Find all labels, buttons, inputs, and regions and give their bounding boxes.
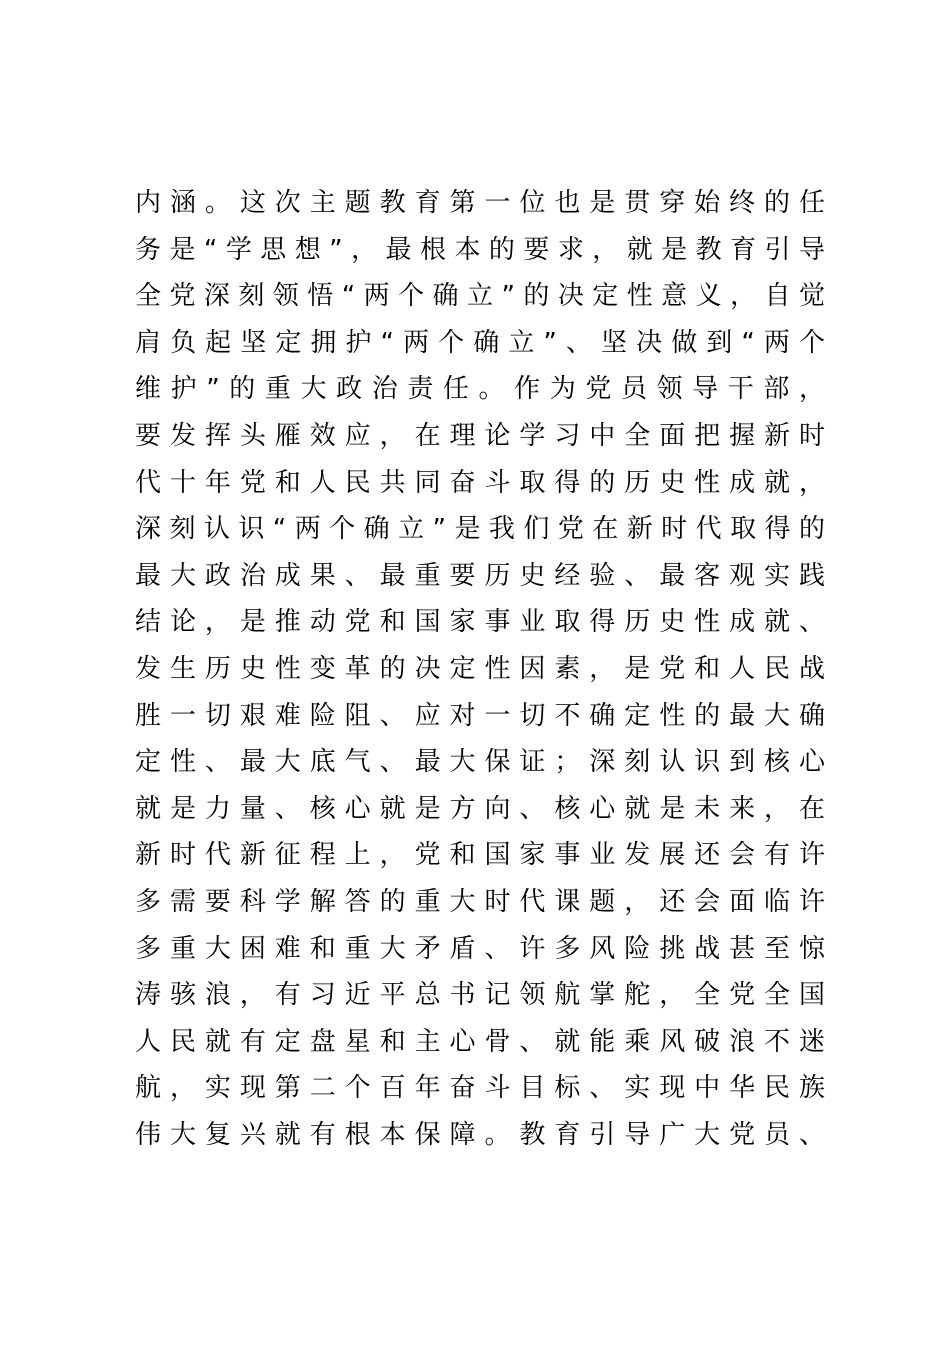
text-line: 航，实现第二个百年奋斗目标、实现中华民族 (135, 1073, 825, 1104)
text-line: 新时代新征程上，党和国家事业发展还会有许 (135, 840, 825, 871)
text-line: 内涵。这次主题教育第一位也是贯穿始终的任 (135, 188, 825, 218)
text-line: 最大政治成果、最重要历史经验、最客观实践 (135, 560, 825, 591)
text-line: 涛骇浪，有习近平总书记领航掌舵，全党全国 (135, 980, 825, 1011)
text-line: 务是“学思想”，最根本的要求，就是教育引导 (135, 234, 825, 265)
text-line: 就是力量、核心就是方向、核心就是未来，在 (135, 793, 825, 824)
text-line: 要发挥头雁效应，在理论学习中全面把握新时 (135, 420, 825, 451)
text-line: 代十年党和人民共同奋斗取得的历史性成就， (135, 467, 825, 498)
text-line: 结论，是推动党和国家事业取得历史性成就、 (135, 607, 825, 638)
text-line: 伟大复兴就有根本保障。教育引导广大党员、 (135, 1119, 825, 1150)
text-line: 胜一切艰难险阻、应对一切不确定性的最大确 (135, 700, 825, 731)
body-paragraph (135, 180, 825, 1158)
text-line: 多需要科学解答的重大时代课题，还会面临许 (135, 886, 825, 917)
text-line: 定性、最大底气、最大保证；深刻认识到核心 (135, 747, 825, 778)
text-line: 发生历史性变革的决定性因素，是党和人民战 (135, 653, 825, 684)
text-line: 深刻认识“两个确立”是我们党在新时代取得的 (135, 514, 825, 545)
text-line: 肩负起坚定拥护“两个确立”、坚决做到“两个 (135, 327, 825, 358)
text-line: 多重大困难和重大矛盾、许多风险挑战甚至惊 (135, 933, 825, 964)
text-line: 人民就有定盘星和主心骨、就能乘风破浪不迷 (135, 1026, 825, 1057)
text-line: 全党深刻领悟“两个确立”的决定性意义，自觉 (135, 281, 825, 312)
text-line: 维护”的重大政治责任。作为党员领导干部， (135, 374, 825, 405)
